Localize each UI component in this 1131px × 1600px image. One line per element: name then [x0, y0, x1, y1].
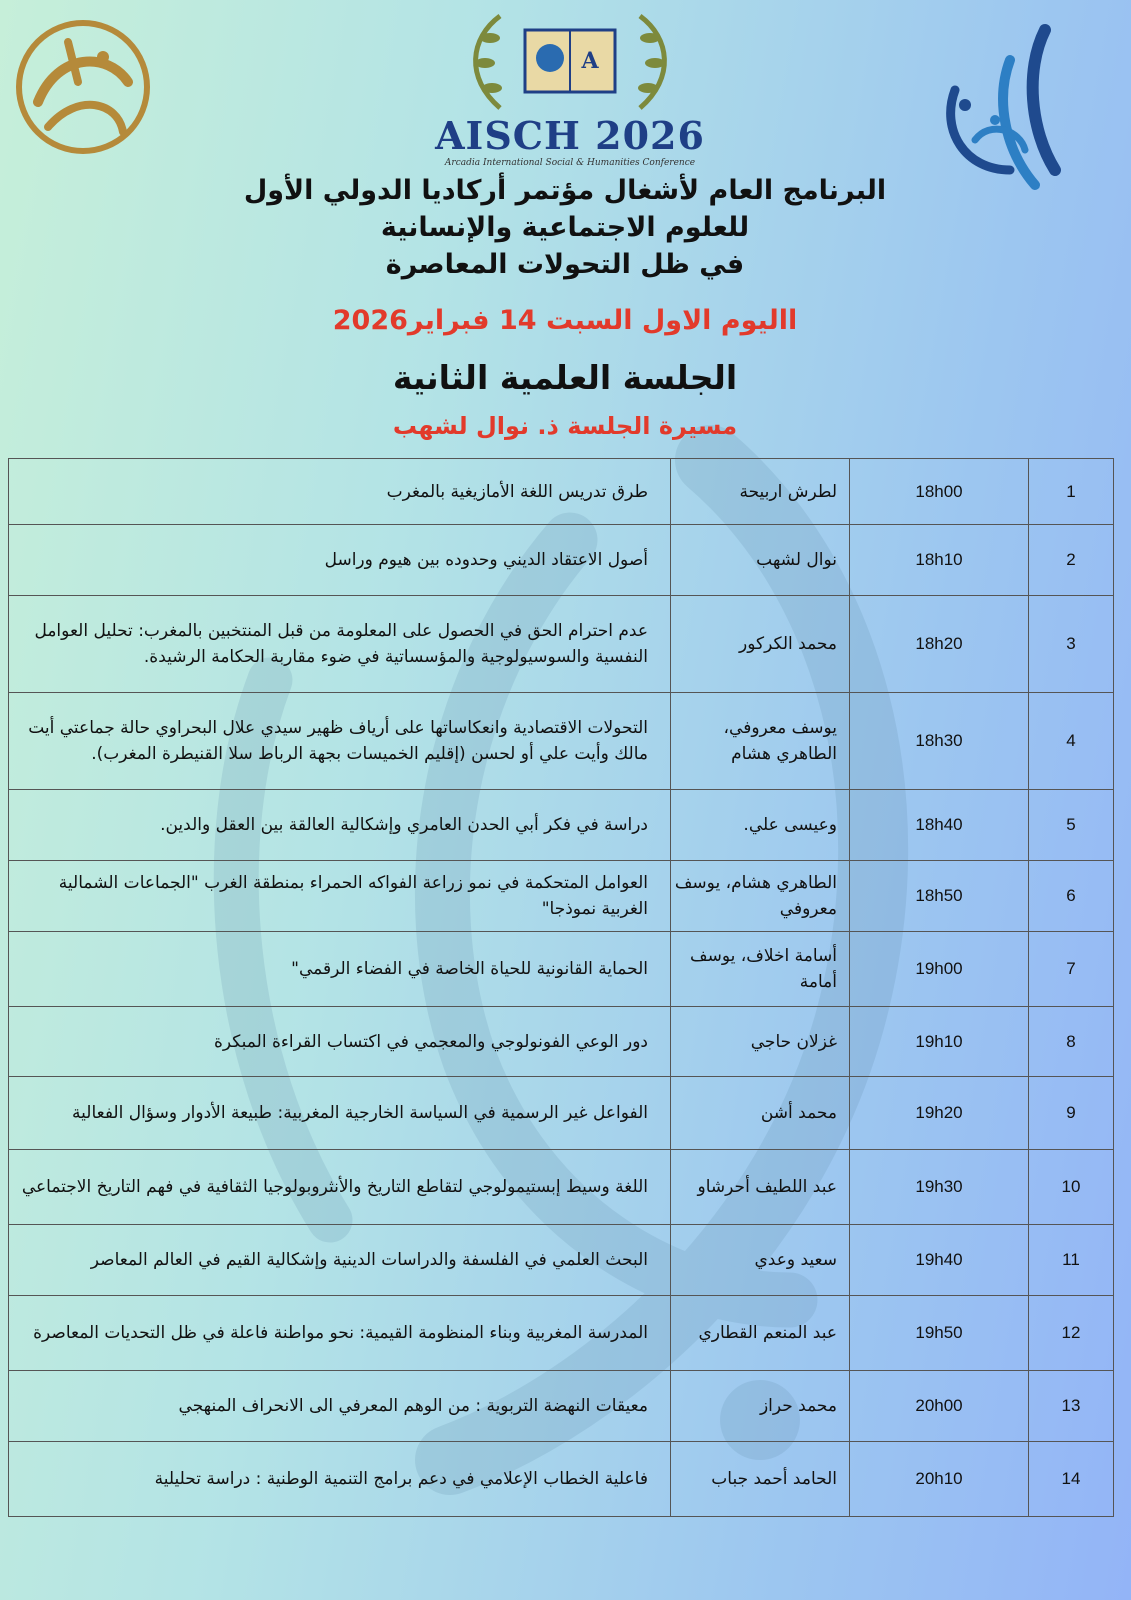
session-heading: الجلسة العلمية الثانية — [392, 358, 738, 397]
svg-text:A: A — [581, 48, 599, 74]
row-speaker: غزلان حاجي — [671, 1007, 850, 1077]
row-number: 10 — [1029, 1150, 1114, 1225]
table-row — [9, 1077, 1114, 1150]
row-speaker: نوال لشهب — [671, 525, 850, 596]
row-time: 19h40 — [850, 1225, 1029, 1296]
row-number: 11 — [1029, 1225, 1114, 1296]
title-line-3: في ظل التحولات المعاصرة — [385, 249, 745, 280]
table-row — [9, 459, 1114, 525]
table-row — [9, 1296, 1114, 1371]
row-number: 9 — [1029, 1077, 1114, 1150]
row-paper-title: البحث العلمي في الفلسفة والدراسات الدينية وإشكالية القيم في العالم المعاصر — [9, 1225, 671, 1296]
row-number: 6 — [1029, 861, 1114, 932]
row-time: 18h20 — [850, 596, 1029, 693]
row-time: 19h20 — [850, 1077, 1029, 1150]
table-row — [9, 596, 1114, 693]
row-number: 2 — [1029, 525, 1114, 596]
row-paper-title: المدرسة المغربية وبناء المنظومة القيمية: نحو مواطنة فاعلة في ظل التحديات المعاصرة — [9, 1296, 671, 1371]
row-time: 19h00 — [850, 932, 1029, 1007]
row-number: 3 — [1029, 596, 1114, 693]
laurel-book-icon — [420, 8, 720, 118]
conference-name: AISCH 2026 — [435, 113, 705, 158]
table-row — [9, 525, 1114, 596]
program-table-body — [9, 459, 1114, 1517]
row-number: 5 — [1029, 790, 1114, 861]
row-paper-title: دور الوعي الفونولوجي والمعجمي في اكتساب القراءة المبكرة — [9, 1007, 671, 1077]
calligraphy-seal-icon — [8, 12, 158, 162]
program-table — [8, 458, 1114, 1517]
row-speaker: عبد المنعم القطاري — [671, 1296, 850, 1371]
row-time: 19h50 — [850, 1296, 1029, 1371]
table-row — [9, 790, 1114, 861]
table-row — [9, 1150, 1114, 1225]
row-number: 1 — [1029, 459, 1114, 525]
row-time: 18h40 — [850, 790, 1029, 861]
row-speaker: عبد اللطيف أحرشاو — [671, 1150, 850, 1225]
row-time: 19h30 — [850, 1150, 1029, 1225]
row-speaker: محمد حراز — [671, 1371, 850, 1442]
title-line-1: البرنامج العام لأشغال مؤتمر أركاديا الدولي الأول — [243, 175, 887, 206]
row-time: 18h50 — [850, 861, 1029, 932]
row-speaker: سعيد وعدي — [671, 1225, 850, 1296]
row-time: 20h10 — [850, 1442, 1029, 1517]
row-paper-title: معيقات النهضة التربوية : من الوهم المعرفي الى الانحراف المنهجي — [9, 1371, 671, 1442]
title-line-2: للعلوم الاجتماعية والإنسانية — [380, 212, 750, 243]
table-row — [9, 932, 1114, 1007]
row-speaker: أسامة اخلاف، يوسف أمامة — [671, 932, 850, 1007]
table-row — [9, 1007, 1114, 1077]
row-paper-title: التحولات الاقتصادية وانعكاساتها على أرياف ظهير سيدي علال البحراوي حالة جماعتي أيت مالك وأيت علي أو لحسن (إقليم الخميسات بجهة الرباط سلا القنيطرة المغرب). — [9, 693, 671, 790]
row-speaker: لطرش اربيحة — [671, 459, 850, 525]
row-speaker: يوسف معروفي، الطاهري هشام — [671, 693, 850, 790]
session-chair: مسيرة الجلسة ذ. نوال لشهب — [392, 412, 738, 440]
row-paper-title: فاعلية الخطاب الإعلامي في دعم برامج التنمية الوطنية : دراسة تحليلية — [9, 1442, 671, 1517]
row-time: 18h00 — [850, 459, 1029, 525]
row-number: 13 — [1029, 1371, 1114, 1442]
row-number: 14 — [1029, 1442, 1114, 1517]
table-row — [9, 1371, 1114, 1442]
row-speaker: محمد أشن — [671, 1077, 850, 1150]
row-paper-title: العوامل المتحكمة في نمو زراعة الفواكه الحمراء بمنطقة الغرب "الجماعات الشمالية الغربية نموذجا" — [9, 861, 671, 932]
table-row — [9, 693, 1114, 790]
row-time: 20h00 — [850, 1371, 1029, 1442]
row-speaker: الطاهري هشام، يوسف معروفي — [671, 861, 850, 932]
row-speaker: محمد الكركور — [671, 596, 850, 693]
row-time: 19h10 — [850, 1007, 1029, 1077]
table-row — [9, 1225, 1114, 1296]
row-paper-title: دراسة في فكر أبي الحدن العامري وإشكالية العالقة بين العقل والدين. — [9, 790, 671, 861]
row-paper-title: طرق تدريس اللغة الأمازيغية بالمغرب — [9, 459, 671, 525]
conference-logo — [420, 8, 720, 173]
row-time: 18h30 — [850, 693, 1029, 790]
program-title — [150, 172, 980, 283]
row-number: 12 — [1029, 1296, 1114, 1371]
row-speaker: وعيسى علي. — [671, 790, 850, 861]
row-paper-title: اللغة وسيط إبستيمولوجي لتقاطع التاريخ والأنثروبولوجيا الثقافية في فهم التاريخ الاجتماعي — [9, 1150, 671, 1225]
table-row — [9, 1442, 1114, 1517]
row-paper-title: عدم احترام الحق في الحصول على المعلومة من قبل المنتخبين بالمغرب: تحليل العوامل النفسية والسوسيولوجية والمؤسساتية في ضوء مقاربة الحكامة الرشيدة. — [9, 596, 671, 693]
conference-subtitle: Arcadia International Social & Humanities Conference — [444, 158, 696, 168]
row-paper-title: الحماية القانونية للحياة الخاصة في الفضاء الرقمي" — [9, 932, 671, 1007]
row-number: 8 — [1029, 1007, 1114, 1077]
table-row — [9, 861, 1114, 932]
row-time: 18h10 — [850, 525, 1029, 596]
day-heading: االيوم الاول السبت 14 فبراير2026 — [332, 305, 798, 336]
row-number: 4 — [1029, 693, 1114, 790]
row-number: 7 — [1029, 932, 1114, 1007]
row-paper-title: أصول الاعتقاد الديني وحدوده بين هيوم وراسل — [9, 525, 671, 596]
row-speaker: الحامد أحمد جباب — [671, 1442, 850, 1517]
row-paper-title: الفواعل غير الرسمية في السياسة الخارجية المغربية: طبيعة الأدوار وسؤال الفعالية — [9, 1077, 671, 1150]
